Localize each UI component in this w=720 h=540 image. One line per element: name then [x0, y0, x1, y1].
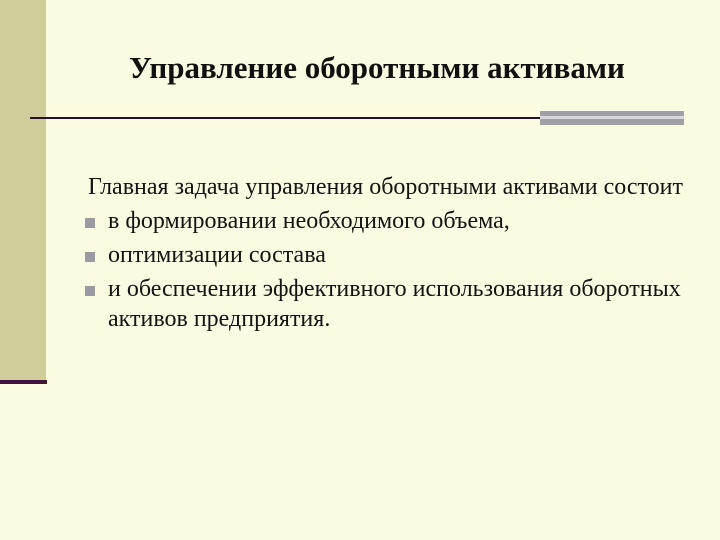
square-bullet-icon — [85, 218, 95, 228]
bullet-text: и обеспечении эффективного использования оборотных активов предприятия. — [108, 276, 681, 332]
title-divider — [30, 117, 540, 119]
bullet-item-volume — [88, 206, 698, 236]
bullet-text: оптимизации состава — [108, 242, 326, 268]
intro-paragraph: Главная задача управления оборотными активами состоит — [88, 174, 684, 200]
bullet-list — [88, 206, 698, 334]
bullet-text: в формировании необходимого объема, — [108, 208, 510, 234]
side-bar-underline — [0, 380, 47, 384]
bullet-item-efficiency — [88, 274, 698, 334]
slide-body — [88, 172, 698, 334]
square-bullet-icon — [85, 252, 95, 262]
left-side-bar — [0, 0, 46, 383]
square-bullet-icon — [85, 286, 95, 296]
bullet-item-composition — [88, 240, 698, 270]
slide-title: Управление оборотными активами — [129, 50, 625, 85]
title-divider-accent-stripe — [540, 116, 684, 119]
